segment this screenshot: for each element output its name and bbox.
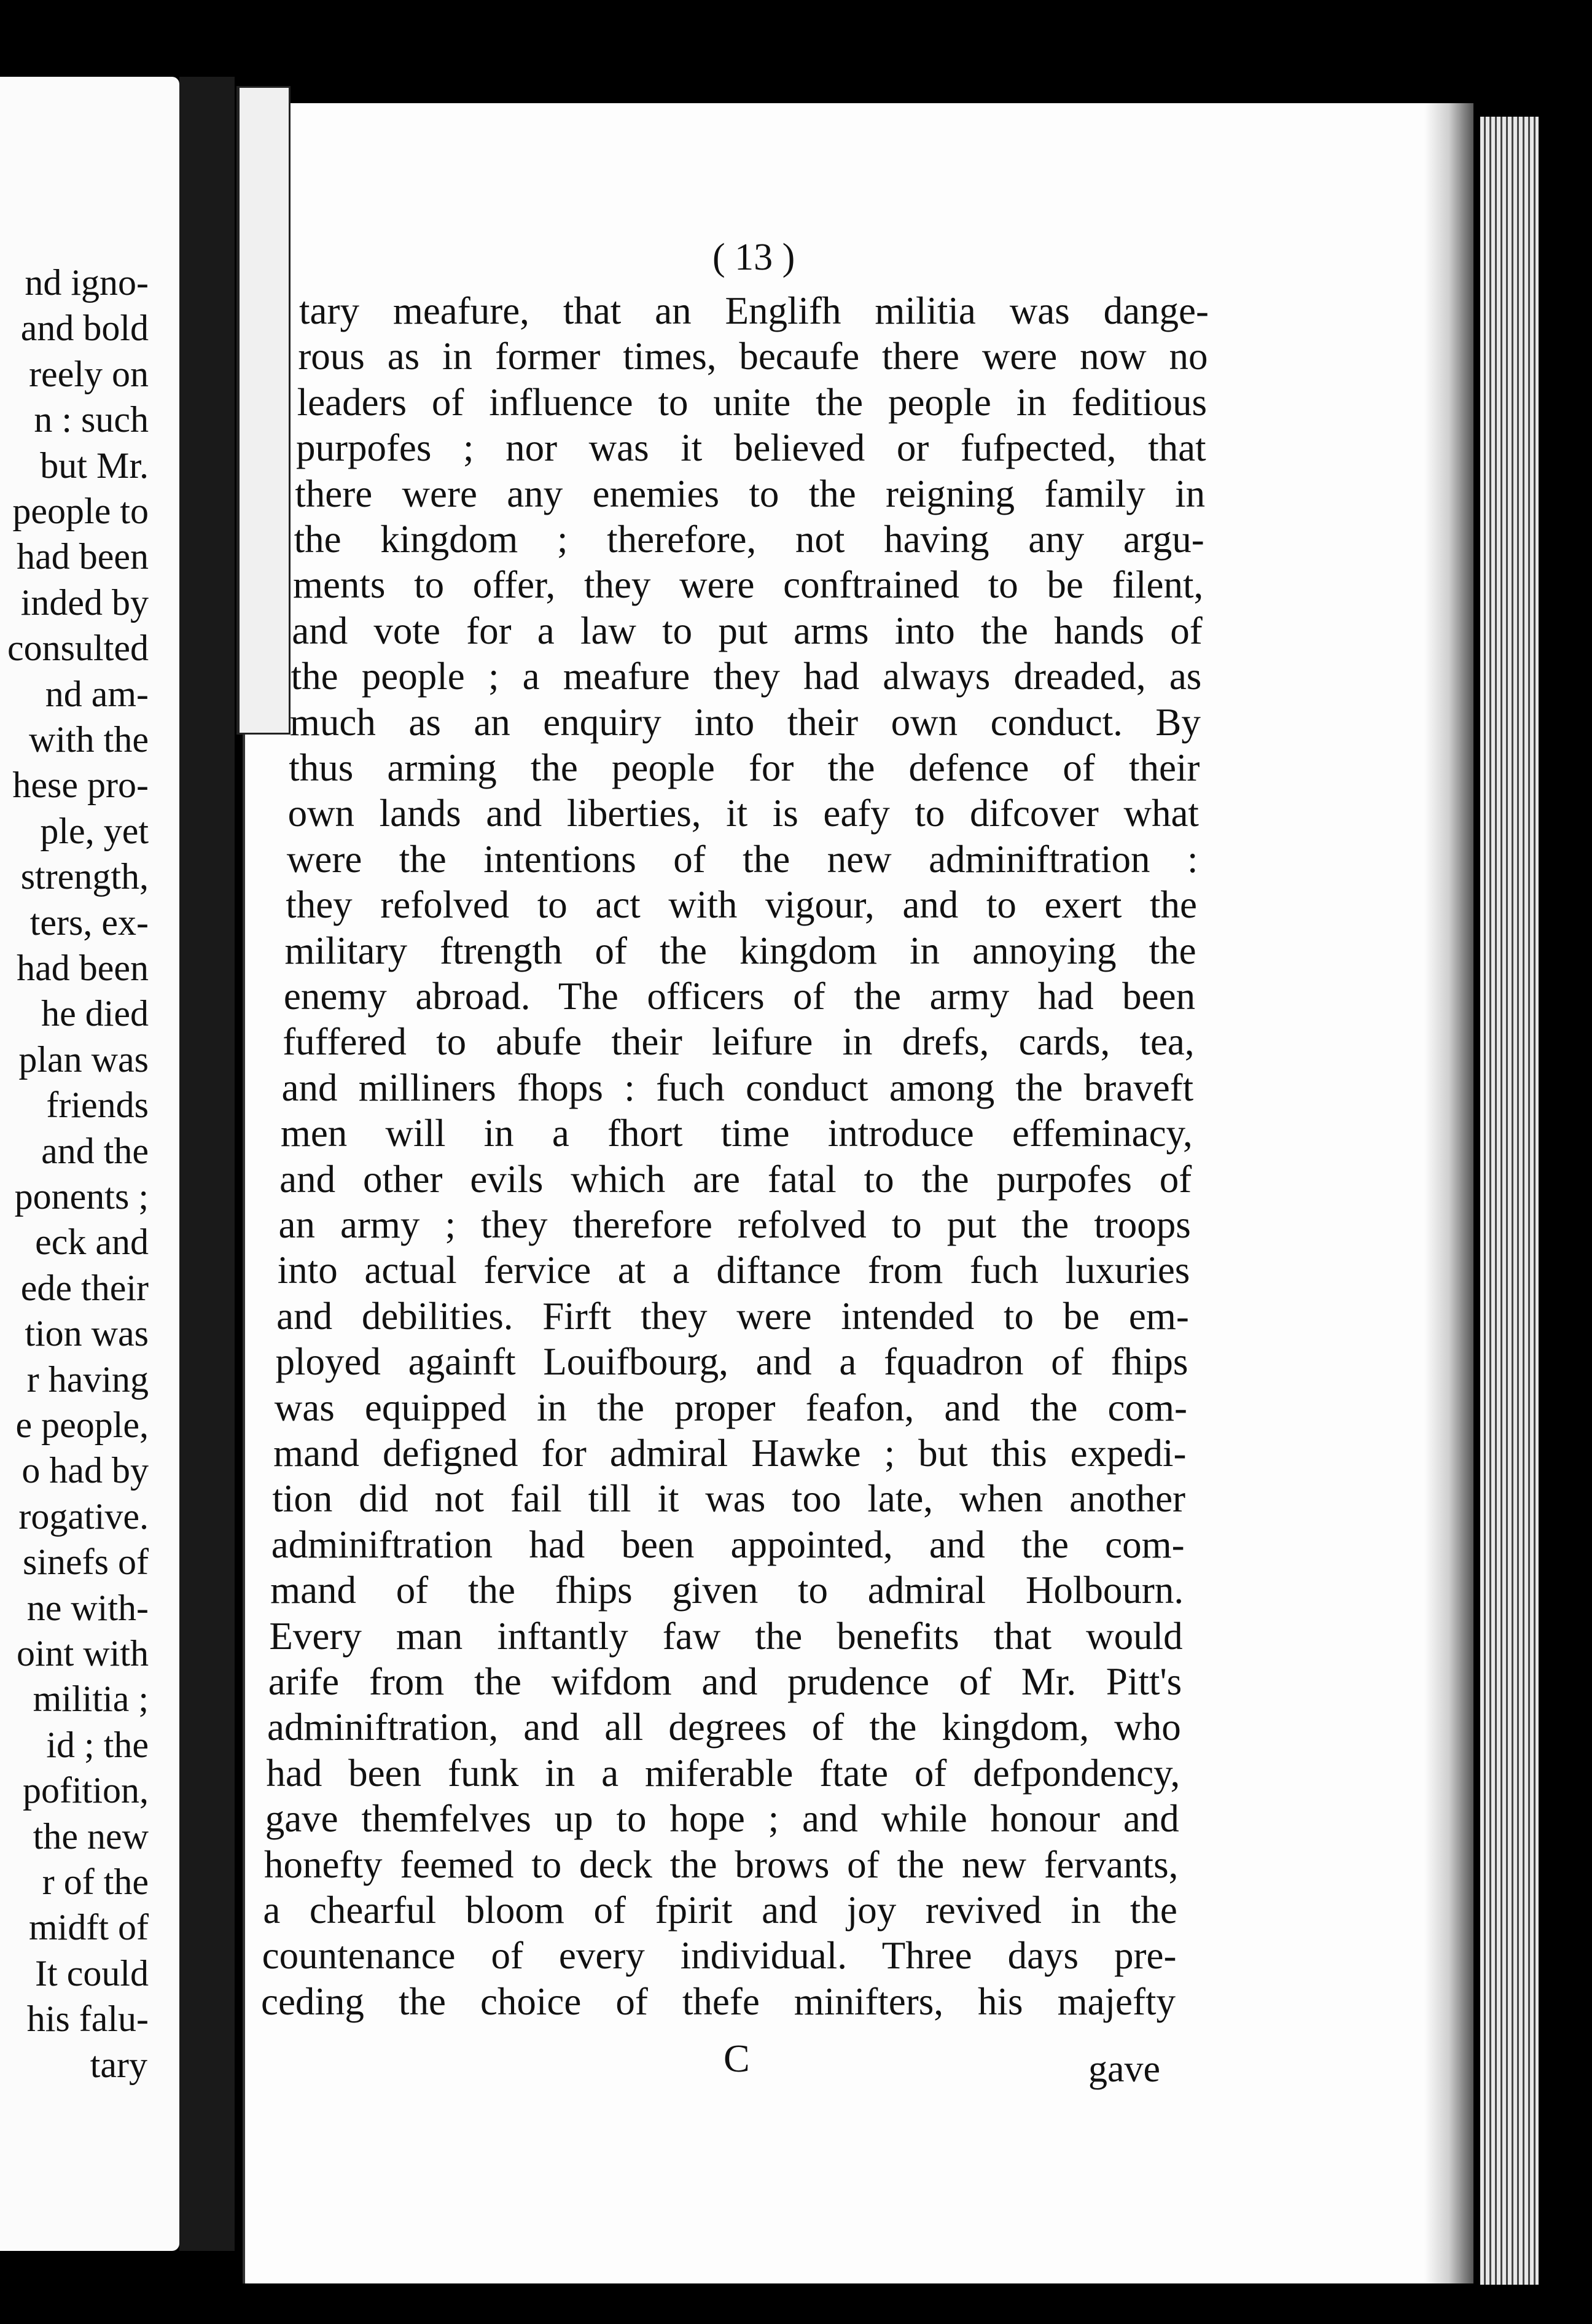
left-page-line: consulted bbox=[7, 628, 149, 669]
text-line: mand of the fhips given to admiral Holbourn. bbox=[270, 1569, 1184, 1612]
text-line: enemy abroad. The officers of the army had been bbox=[283, 975, 1196, 1018]
page-fold-tab bbox=[236, 86, 291, 735]
text-line: fuffered to abufe their leifure in drefs, cards, tea, bbox=[283, 1020, 1195, 1064]
text-line: thus arming the people for the defence of their bbox=[289, 746, 1200, 789]
left-page-line: had been bbox=[17, 536, 149, 577]
text-line: and debilities. Firft they were intended to be em- bbox=[276, 1294, 1189, 1338]
text-line: rous as in former times, becaufe there were now no bbox=[298, 335, 1208, 378]
page-shadow bbox=[1424, 103, 1473, 2283]
left-page-line: n : such bbox=[34, 399, 149, 440]
text-line: men will in a fhort time introduce effeminacy, bbox=[280, 1112, 1193, 1155]
text-line: mand defigned for admiral Hawke ; but this expedi- bbox=[273, 1432, 1187, 1475]
text-line: and vote for a law to put arms into the hands of bbox=[292, 609, 1203, 652]
text-line: arife from the wifdom and prudence of Mr. Pitt's bbox=[268, 1660, 1182, 1703]
text-line: adminiftration, and all degrees of the kingdom, who bbox=[267, 1706, 1181, 1749]
left-page-line: rogative. bbox=[18, 1495, 149, 1537]
left-page-line: friends bbox=[46, 1085, 149, 1126]
left-page-line: had been bbox=[17, 948, 149, 988]
left-page-line: his falu- bbox=[26, 1998, 149, 2040]
left-page-line: r of the bbox=[42, 1862, 149, 1902]
text-line: was equipped in the proper feafon, and the com- bbox=[274, 1386, 1187, 1429]
text-line: were the intentions of the new adminiftration : bbox=[286, 837, 1198, 881]
page-number: ( 13 ) bbox=[712, 236, 795, 278]
left-page-line: inded by bbox=[20, 582, 149, 623]
catchword: gave bbox=[1088, 2048, 1161, 2090]
left-page-line: ne with- bbox=[26, 1587, 149, 1628]
text-line: the people ; a meafure they had always dreaded, as bbox=[291, 655, 1202, 698]
text-line: the kingdom ; therefore, not having any argu- bbox=[294, 518, 1204, 561]
left-page-line: r having bbox=[26, 1359, 149, 1400]
left-page-line: id ; the bbox=[46, 1724, 149, 1765]
left-page-line: midft of bbox=[29, 1907, 149, 1948]
left-page-line: o had by bbox=[21, 1450, 149, 1491]
left-page-line: he died bbox=[41, 993, 149, 1034]
left-page-line: the new bbox=[33, 1815, 149, 1857]
left-page bbox=[0, 77, 179, 2251]
left-page-line: and the bbox=[41, 1130, 149, 1171]
text-line: gave themfelves up to hope ; and while honour and bbox=[265, 1797, 1179, 1841]
text-line: a chearful bloom of fpirit and joy revived in the bbox=[263, 1889, 1177, 1932]
left-page-line: and bold bbox=[20, 308, 149, 349]
text-line: honefty feemed to deck the brows of the new fervants, bbox=[264, 1842, 1179, 1886]
left-page-line: people to bbox=[12, 491, 149, 531]
left-page-line: reely on bbox=[29, 353, 149, 394]
left-page-line: militia ; bbox=[33, 1679, 149, 1720]
left-page-line: pofition, bbox=[23, 1770, 149, 1811]
left-page-line: ede their bbox=[20, 1267, 149, 1308]
left-page-line: It could bbox=[35, 1952, 149, 1994]
left-page-line: oint with bbox=[16, 1633, 149, 1674]
left-page-line: strength, bbox=[20, 856, 149, 897]
left-page-line: nd igno- bbox=[25, 262, 149, 303]
text-line: an army ; they therefore refolved to put the troops bbox=[278, 1203, 1191, 1246]
text-line: and milliners fhops : fuch conduct among the braveft bbox=[281, 1066, 1194, 1109]
text-line: and other evils which are fatal to the purpofes of bbox=[279, 1157, 1192, 1201]
left-page-line: with the bbox=[29, 719, 149, 760]
text-line: much as an enquiry into their own conduct. By bbox=[289, 700, 1201, 744]
left-page-line: ple, yet bbox=[40, 810, 149, 851]
text-line: tion did not fail till it was too late, when another bbox=[272, 1477, 1186, 1521]
left-page-line: but Mr. bbox=[40, 445, 149, 486]
left-page-line: hese pro- bbox=[12, 765, 149, 806]
left-page-line: ters, ex- bbox=[29, 902, 149, 943]
text-line: military ftrength of the kingdom in annoying the bbox=[284, 929, 1196, 972]
text-line: they refolved to act with vigour, and to exert the bbox=[286, 883, 1197, 927]
text-line: there were any enemies to the reigning family in bbox=[295, 472, 1206, 515]
left-page-line: tion was bbox=[25, 1313, 149, 1354]
text-line: ployed againft Louifbourg, and a fquadron of fhips bbox=[275, 1340, 1188, 1384]
signature-mark: C bbox=[724, 2037, 750, 2080]
text-line: purpofes ; nor was it believed or fufpected, that bbox=[295, 426, 1206, 470]
left-page-line: ponents ; bbox=[14, 1176, 149, 1217]
text-line: Every man inftantly faw the benefits that would bbox=[269, 1614, 1183, 1658]
book-gutter bbox=[179, 77, 235, 2251]
left-page-line: tary bbox=[90, 2044, 147, 2085]
left-page-line: plan was bbox=[18, 1039, 149, 1080]
page-edges bbox=[1480, 117, 1539, 2285]
text-line: ceding the choice of thefe minifters, his majefty bbox=[261, 1979, 1176, 2023]
text-line: ments to offer, they were conftrained to be filent, bbox=[292, 563, 1204, 607]
text-line: leaders of influence to unite the people in feditious bbox=[297, 380, 1208, 424]
text-line: countenance of every individual. Three days pre- bbox=[262, 1934, 1177, 1978]
left-page-line: eck and bbox=[35, 1222, 149, 1263]
left-page-line: nd am- bbox=[45, 673, 149, 714]
text-line: adminiftration had been appointed, and the com- bbox=[271, 1523, 1185, 1566]
text-line: had been funk in a miferable ftate of defpondency, bbox=[266, 1751, 1180, 1795]
left-page-line: e people, bbox=[15, 1405, 149, 1445]
text-line: into actual fervice at a diftance from fuch luxuries bbox=[277, 1249, 1190, 1292]
left-page-line: sinefs of bbox=[23, 1542, 149, 1583]
text-line: own lands and liberties, it is eafy to difcover what bbox=[287, 792, 1199, 835]
text-line: tary meafure, that an Englifh militia was dange- bbox=[299, 289, 1209, 332]
